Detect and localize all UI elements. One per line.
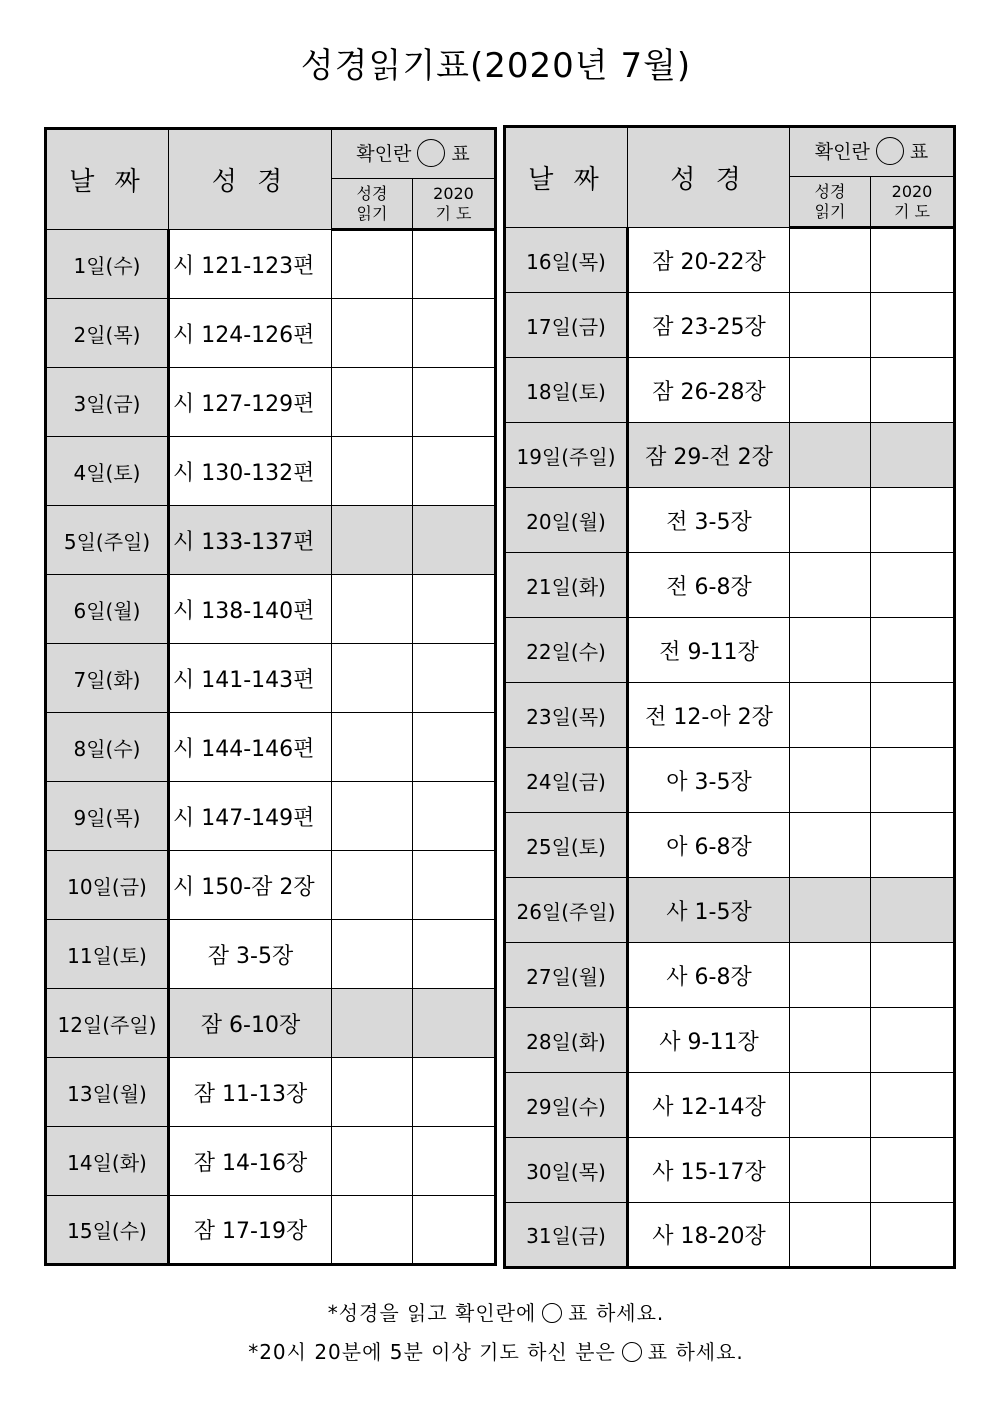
table-row (46, 1058, 496, 1127)
date-cell: 19일(주일) (505, 423, 628, 488)
read-check-cell[interactable] (790, 813, 871, 878)
pray-check-cell[interactable] (871, 683, 955, 748)
date-cell: 3일(금) (46, 368, 169, 437)
pray-check-cell[interactable] (413, 920, 496, 989)
read-check-cell[interactable] (790, 1203, 871, 1268)
date-cell: 24일(금) (505, 748, 628, 813)
read-check-cell[interactable] (332, 575, 413, 644)
pray-check-cell[interactable] (413, 782, 496, 851)
read-check-cell[interactable] (790, 553, 871, 618)
passage-cell: 전 9-11장 (628, 618, 790, 683)
table-row (46, 713, 496, 782)
passage-cell: 시 141-143편 (169, 644, 332, 713)
pray-check-cell[interactable] (871, 618, 955, 683)
circle-mark-icon (876, 137, 904, 165)
header-pray: 2020 기 도 (413, 179, 496, 230)
table-row (505, 293, 955, 358)
pray-check-cell[interactable] (413, 368, 496, 437)
pray-check-cell[interactable] (871, 1203, 955, 1268)
passage-cell: 사 15-17장 (628, 1138, 790, 1203)
confirm-suffix: 표 (909, 140, 929, 163)
pray-check-cell[interactable] (413, 851, 496, 920)
passage-cell: 사 12-14장 (628, 1073, 790, 1138)
circle-mark-icon (417, 139, 445, 167)
table-row (46, 506, 496, 575)
passage-cell: 전 12-아 2장 (628, 683, 790, 748)
read-check-cell[interactable] (790, 878, 871, 943)
confirm-label: 확인란 (814, 140, 870, 163)
passage-cell: 전 6-8장 (628, 553, 790, 618)
table-row (46, 299, 496, 368)
header-confirm (790, 127, 955, 177)
table-row (505, 1073, 955, 1138)
read-check-cell[interactable] (790, 1008, 871, 1073)
date-cell: 12일(주일) (46, 989, 169, 1058)
date-cell: 10일(금) (46, 851, 169, 920)
date-cell: 9일(목) (46, 782, 169, 851)
table-row (46, 1127, 496, 1196)
header-bible: 성 경 (169, 129, 332, 230)
table-row (505, 488, 955, 553)
table-row (505, 943, 955, 1008)
date-cell: 26일(주일) (505, 878, 628, 943)
read-check-cell[interactable] (790, 423, 871, 488)
table-row (505, 423, 955, 488)
passage-cell: 시 133-137편 (169, 506, 332, 575)
pray-check-cell[interactable] (871, 943, 955, 1008)
pray-check-cell[interactable] (413, 437, 496, 506)
read-check-cell[interactable] (332, 506, 413, 575)
read-check-cell[interactable] (790, 943, 871, 1008)
passage-cell: 잠 26-28장 (628, 358, 790, 423)
header-read: 성경 읽기 (790, 177, 871, 228)
passage-cell: 잠 23-25장 (628, 293, 790, 358)
date-cell: 20일(월) (505, 488, 628, 553)
pray-check-cell[interactable] (413, 230, 496, 299)
table-row (46, 989, 496, 1058)
read-check-cell[interactable] (790, 748, 871, 813)
header-date: 날 짜 (46, 129, 169, 230)
read-check-cell[interactable] (332, 1196, 413, 1265)
pray-check-cell[interactable] (871, 878, 955, 943)
pray-check-cell[interactable] (871, 553, 955, 618)
table-row (505, 878, 955, 943)
date-cell: 11일(토) (46, 920, 169, 989)
table-row (46, 644, 496, 713)
pray-check-cell[interactable] (413, 1196, 496, 1265)
read-check-cell[interactable] (332, 989, 413, 1058)
note-pray: *20시 20분에 5분 이상 기도 하신 분은 표 하세요. (248, 1340, 744, 1364)
pray-check-cell[interactable] (413, 644, 496, 713)
table-row (505, 1008, 955, 1073)
date-cell: 25일(토) (505, 813, 628, 878)
table-row (46, 920, 496, 989)
pray-check-cell[interactable] (413, 575, 496, 644)
pray-check-cell[interactable] (871, 293, 955, 358)
date-cell: 2일(목) (46, 299, 169, 368)
date-cell: 21일(화) (505, 553, 628, 618)
passage-cell: 아 6-8장 (628, 813, 790, 878)
pray-check-cell[interactable] (413, 506, 496, 575)
pray-check-cell[interactable] (871, 423, 955, 488)
schedule-table-right (503, 125, 956, 1269)
date-cell: 7일(화) (46, 644, 169, 713)
passage-cell: 잠 14-16장 (169, 1127, 332, 1196)
passage-cell: 잠 6-10장 (169, 989, 332, 1058)
read-check-cell[interactable] (790, 228, 871, 293)
read-check-cell[interactable] (790, 1073, 871, 1138)
date-cell: 8일(수) (46, 713, 169, 782)
confirm-suffix: 표 (451, 142, 470, 165)
pray-check-cell[interactable] (413, 1058, 496, 1127)
date-cell: 27일(월) (505, 943, 628, 1008)
pray-check-cell[interactable] (413, 989, 496, 1058)
table-row (46, 1196, 496, 1265)
passage-cell: 시 138-140편 (169, 575, 332, 644)
date-cell: 29일(수) (505, 1073, 628, 1138)
passage-cell: 시 127-129편 (169, 368, 332, 437)
read-check-cell[interactable] (332, 920, 413, 989)
table-row (505, 618, 955, 683)
pray-check-cell[interactable] (871, 358, 955, 423)
read-check-cell[interactable] (790, 358, 871, 423)
table-row (46, 782, 496, 851)
read-check-cell[interactable] (790, 488, 871, 553)
read-check-cell[interactable] (332, 851, 413, 920)
date-cell: 16일(목) (505, 228, 628, 293)
table-row (505, 748, 955, 813)
date-cell: 1일(수) (46, 230, 169, 299)
read-check-cell[interactable] (332, 230, 413, 299)
table-row (46, 851, 496, 920)
pray-check-cell[interactable] (871, 813, 955, 878)
date-cell: 6일(월) (46, 575, 169, 644)
table-row (505, 1203, 955, 1268)
passage-cell: 사 9-11장 (628, 1008, 790, 1073)
pray-check-cell[interactable] (413, 299, 496, 368)
date-cell: 5일(주일) (46, 506, 169, 575)
passage-cell: 아 3-5장 (628, 748, 790, 813)
read-check-cell[interactable] (790, 618, 871, 683)
date-cell: 13일(월) (46, 1058, 169, 1127)
passage-cell: 시 144-146편 (169, 713, 332, 782)
pray-check-cell[interactable] (871, 488, 955, 553)
pray-check-cell[interactable] (871, 1008, 955, 1073)
table-row (505, 1138, 955, 1203)
read-check-cell[interactable] (790, 293, 871, 358)
passage-cell: 시 150-잠 2장 (169, 851, 332, 920)
passage-cell: 시 124-126편 (169, 299, 332, 368)
date-cell: 18일(토) (505, 358, 628, 423)
table-row (46, 368, 496, 437)
pray-check-cell[interactable] (871, 748, 955, 813)
date-cell: 22일(수) (505, 618, 628, 683)
read-check-cell[interactable] (790, 1138, 871, 1203)
read-check-cell[interactable] (790, 683, 871, 748)
date-cell: 31일(금) (505, 1203, 628, 1268)
table-row (505, 358, 955, 423)
passage-cell: 사 1-5장 (628, 878, 790, 943)
circle-mark-icon (542, 1303, 562, 1323)
date-cell: 4일(토) (46, 437, 169, 506)
passage-cell: 시 121-123편 (169, 230, 332, 299)
pray-check-cell[interactable] (413, 713, 496, 782)
read-check-cell[interactable] (332, 644, 413, 713)
read-check-cell[interactable] (332, 782, 413, 851)
page-title: 성경읽기표(2020년 7월) (300, 46, 692, 86)
table-row (46, 230, 496, 299)
table-row (505, 813, 955, 878)
header-read: 성경 읽기 (332, 179, 413, 230)
date-cell: 28일(화) (505, 1008, 628, 1073)
passage-cell: 잠 3-5장 (169, 920, 332, 989)
note-read: *성경을 읽고 확인란에 표 하세요. (327, 1301, 665, 1325)
circle-mark-icon (622, 1342, 642, 1362)
read-check-cell[interactable] (332, 299, 413, 368)
pray-check-cell[interactable] (871, 1073, 955, 1138)
table-row (46, 437, 496, 506)
read-check-cell[interactable] (332, 437, 413, 506)
passage-cell: 시 130-132편 (169, 437, 332, 506)
table-row (46, 575, 496, 644)
passage-cell: 잠 17-19장 (169, 1196, 332, 1265)
date-cell: 23일(목) (505, 683, 628, 748)
table-row (505, 553, 955, 618)
header-date: 날 짜 (505, 127, 628, 228)
date-cell: 15일(수) (46, 1196, 169, 1265)
header-bible: 성 경 (628, 127, 790, 228)
table-row (505, 683, 955, 748)
passage-cell: 잠 20-22장 (628, 228, 790, 293)
date-cell: 17일(금) (505, 293, 628, 358)
passage-cell: 전 3-5장 (628, 488, 790, 553)
read-check-cell[interactable] (332, 713, 413, 782)
header-pray: 2020 기 도 (871, 177, 955, 228)
date-cell: 30일(목) (505, 1138, 628, 1203)
passage-cell: 사 18-20장 (628, 1203, 790, 1268)
confirm-label: 확인란 (356, 142, 412, 165)
header-confirm (332, 129, 496, 179)
table-row (505, 228, 955, 293)
read-check-cell[interactable] (332, 1058, 413, 1127)
pray-check-cell[interactable] (413, 1127, 496, 1196)
passage-cell: 시 147-149편 (169, 782, 332, 851)
pray-check-cell[interactable] (871, 1138, 955, 1203)
date-cell: 14일(화) (46, 1127, 169, 1196)
schedule-table-left (44, 127, 497, 1266)
passage-cell: 잠 29-전 2장 (628, 423, 790, 488)
passage-cell: 잠 11-13장 (169, 1058, 332, 1127)
read-check-cell[interactable] (332, 368, 413, 437)
pray-check-cell[interactable] (871, 228, 955, 293)
passage-cell: 사 6-8장 (628, 943, 790, 1008)
read-check-cell[interactable] (332, 1127, 413, 1196)
